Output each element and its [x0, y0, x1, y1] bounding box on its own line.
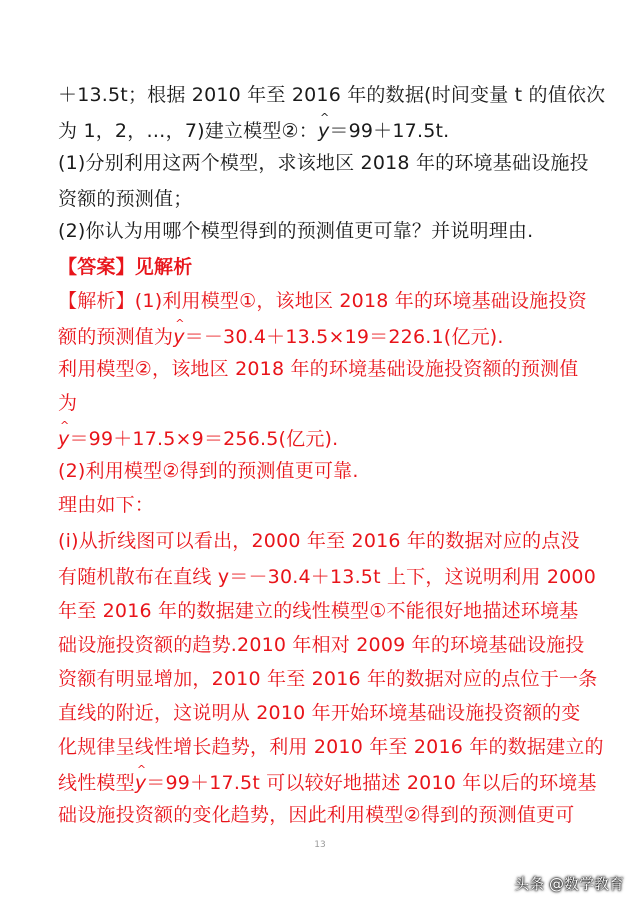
question-line-2-prefix: 为 1，2，…，7)建立模型②：: [58, 120, 318, 142]
analysis-line-2: [58, 324, 504, 350]
analysis-line-15-suffix: ＝99＋17.5t 可以较好地描述 2010 年以后的环境基: [146, 772, 597, 794]
question-line-1: ＋13.5t；根据 2010 年至 2016 年的数据(时间变量 t 的值依次: [58, 84, 606, 106]
y-hat-symbol: ^ y: [58, 426, 69, 452]
analysis-line-2-suffix: ＝－30.4＋13.5×19＝226.1(亿元).: [184, 326, 504, 348]
analysis-line-14: 化规律呈线性增长趋势，利用 2010 年至 2016 年的数据建立的: [58, 736, 604, 758]
analysis-line-15: [58, 770, 597, 796]
analysis-line-8: (ⅰ)从折线图可以看出，2000 年至 2016 年的数据对应的点没: [58, 530, 580, 552]
analysis-line-5: [58, 426, 338, 452]
analysis-line-1: 【解析】(1)利用模型①，该地区 2018 年的环境基础设施投资: [58, 290, 587, 312]
analysis-line-7: 理由如下：: [58, 494, 155, 516]
watermark: 头条 @数学教育: [514, 875, 624, 893]
analysis-line-3: 利用模型②，该地区 2018 年的环境基础设施投资额的预测值: [58, 358, 579, 380]
question-line-3: (1)分别利用这两个模型，求该地区 2018 年的环境基础设施投: [58, 152, 589, 174]
analysis-line-2-prefix: 额的预测值为: [58, 326, 174, 348]
y-hat-symbol: ^ y: [135, 770, 146, 796]
analysis-line-11: 础设施投资额的趋势.2010 年相对 2009 年的环境基础设施投: [58, 634, 585, 656]
analysis-line-13: 直线的附近，这说明从 2010 年开始环境基础设施投资额的变: [58, 702, 581, 724]
question-line-2-suffix: ＝99＋17.5t.: [329, 120, 450, 142]
answer-label: 【答案】见解析: [58, 256, 193, 278]
analysis-line-15-prefix: 线性模型: [58, 772, 135, 794]
analysis-line-12: 资额有明显增加，2010 年至 2016 年的数据对应的点位于一条: [58, 668, 598, 690]
y-hat-symbol: ^ y: [173, 324, 184, 350]
analysis-line-6: (2)利用模型②得到的预测值更可靠.: [58, 460, 359, 482]
analysis-line-4: 为: [58, 392, 78, 414]
question-line-4: 资额的预测值；: [58, 188, 193, 210]
analysis-line-10: 年至 2016 年的数据建立的线性模型①不能很好地描述环境基: [58, 600, 579, 622]
analysis-line-9: 有随机散布在直线 y＝－30.4＋13.5t 上下，这说明利用 2000: [58, 566, 596, 588]
page-number: 13: [314, 840, 326, 850]
analysis-line-16: 础设施投资额的变化趋势，因此利用模型②得到的预测值更可: [58, 804, 575, 826]
y-hat-symbol: ^ y: [318, 118, 329, 144]
question-line-5: (2)你认为用哪个模型得到的预测值更可靠？并说明理由.: [58, 220, 534, 242]
analysis-line-5-suffix: ＝99＋17.5×9＝256.5(亿元).: [69, 428, 339, 450]
question-line-2: [58, 118, 449, 144]
